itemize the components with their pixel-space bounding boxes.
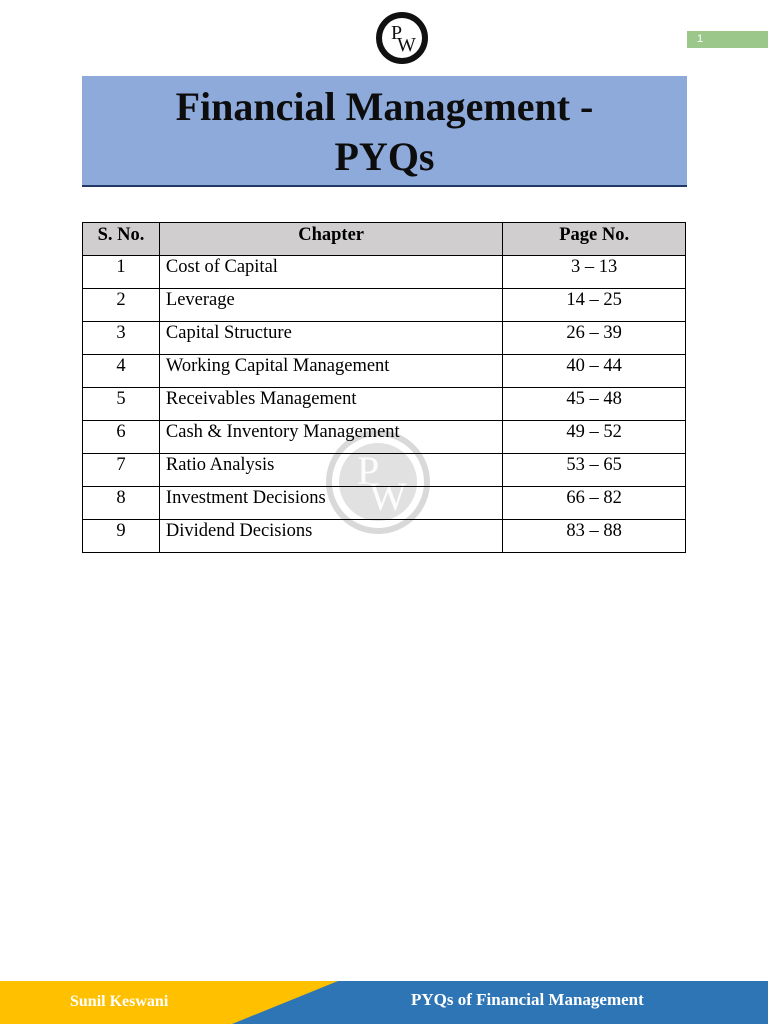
pw-logo-icon [376,12,428,64]
title-banner [82,76,687,187]
page-title-line-2: PYQs [334,134,435,179]
row-sno: 1 [83,256,160,289]
page-number-tab [687,31,768,48]
table-header-row [83,223,686,256]
table-row [83,421,686,454]
table-of-contents [82,222,686,553]
page-title-line-1: Financial Management - [175,84,594,129]
table-row [83,289,686,322]
row-page: 83 – 88 [503,520,686,553]
row-page: 45 – 48 [503,388,686,421]
row-chapter: Leverage [159,289,502,322]
row-chapter: Working Capital Management [159,355,502,388]
row-sno: 6 [83,421,160,454]
footer-document-title: PYQs of Financial Management [411,990,644,1009]
row-chapter: Cash & Inventory Management [159,421,502,454]
row-sno: 7 [83,454,160,487]
row-page: 66 – 82 [503,487,686,520]
row-page: 14 – 25 [503,289,686,322]
header-chapter: Chapter [159,223,502,256]
watermark-letter-p: P [357,448,380,493]
table-row [83,487,686,520]
row-page: 49 – 52 [503,421,686,454]
row-sno: 4 [83,355,160,388]
row-chapter: Investment Decisions [159,487,502,520]
row-chapter: Ratio Analysis [159,454,502,487]
table-row [83,322,686,355]
logo-letter-w: W [397,34,416,56]
page-number: 1 [697,33,704,45]
row-page: 40 – 44 [503,355,686,388]
table-row [83,256,686,289]
logo-letter-p: P [391,22,403,44]
header-sno: S. No. [83,223,160,256]
row-chapter: Cost of Capital [159,256,502,289]
table-row [83,355,686,388]
row-sno: 8 [83,487,160,520]
row-sno: 5 [83,388,160,421]
row-sno: 3 [83,322,160,355]
row-chapter: Receivables Management [159,388,502,421]
row-sno: 9 [83,520,160,553]
row-chapter: Dividend Decisions [159,520,502,553]
row-sno: 2 [83,289,160,322]
table-row [83,454,686,487]
table-row [83,388,686,421]
watermark-letter-w: W [369,474,407,519]
row-page: 3 – 13 [503,256,686,289]
row-page: 53 – 65 [503,454,686,487]
header-page: Page No. [503,223,686,256]
table-row [83,520,686,553]
footer-author: Sunil Keswani [70,993,169,1010]
row-chapter: Capital Structure [159,322,502,355]
row-page: 26 – 39 [503,322,686,355]
